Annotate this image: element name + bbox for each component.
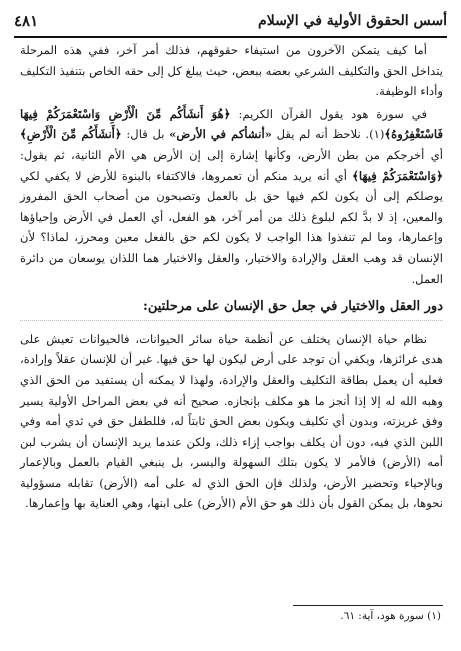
running-title: أسس الحقوق الأولية في الإسلام (258, 13, 447, 29)
p2-text-d: أي أخرجكم من بطن الأرض، وكأنها إشارة إلى إن الأرض هي الأم الثانية، ثم يقول: (20, 147, 443, 162)
quran-verse-2: ﴿أَنشَأَكُم مِّنَ الْأَرْضِ﴾ (20, 127, 122, 142)
section-heading: دور العقل والاختيار في جعل حق الإنسان على مرحلتين: (20, 297, 443, 321)
paragraph-2 (20, 104, 443, 289)
p2-text-e: أي أنه يريد منكم أن تعمروها، فالاكتفاء بالبنوة للأرض لا يكفي لكي يوصلكم إلى أن يكون لكم فيها حق بل بالعمل وتصبحون من أصحاب الحق المفروز والمعين، إذ لا بدَّ لكم لبلوغ ذلك من أمر آخر، هو الفعل، أي العمل في الأرض وإحياؤها وإعمارها، وما لم تنفذوا هذا الواجب لا يكون لكم حق بالفعل معين ومحرز، لماذا؟ لأن الإنسان قد وهب العقل والإرادة والاختيار، والعقل والاختيار هما اللذان يوسعان من دائرة العمل. (20, 168, 443, 286)
footnote-rule (293, 605, 443, 606)
body-text (20, 40, 443, 514)
paragraph-3: نظام حياة الإنسان يختلف عن أنظمة حياة سائر الحيوانات، فالحيوانات تعيش على هدى غرائزها، ويكفي أن توجد على أرض ليكون لها حق فيها. غير أن للإنسان عقلاً وإرادة، فعليه أن يعمل بطاقة التكليف والعقل والإرادة، ولهذا لا يمكنه أن يستفيد من الحق الذي وهبه الله له إلا إذا أنجز ما هو مكلف بإنجازه. صحيح أنه في بعض المراحل الأولية يسير وفق غريزته، وبدون أي تكليف ويكون بعض الحق ثابتاً له، فللطفل حق في ثدي أمه وفي اللبن الذي فيه، دون أن يكلف بواجب إزاء ذلك، ولكن عندما يريد الإنسان أن يشرب لبن أمه (الأرض) فالأمر لا يكون بتلك السهولة واليسر، بل ينبغي القيام بالعمل وبالإعمار وبالإحياء وتحضير الأرض، ولذلك فإن الحق الذي له على أمه (الأرض) تقابله مسؤولية نحوها، بل يمكن القول بأن ذلك هو حق الأم (الأرض) على ابنها، وهي العناية بها وإعمارها. (20, 331, 443, 511)
page-header (14, 8, 447, 34)
p2-text-a: في سورة هود يقول القرآن الكريم: (230, 106, 428, 121)
header-rule (14, 36, 447, 38)
quoted-phrase: «أنشأكم في الأرض» (169, 127, 272, 142)
p2-text-b: (١). نلاحظ أنه لم يقل (271, 127, 385, 142)
paragraph-1: أما كيف يتمكن الآخرون من استيفاء حقوقهم، فذلك أمر آخر، ففي هذه المرحلة يتداخل الحق والتكليف الشرعي بعضه ببعض، حيث يبلغ كل إلى حقه الخاص بتنفيذ التكليف وأداء الوظيفة. (19, 43, 443, 99)
quran-verse-1: ﴿هُوَ أَنشَأَكُم مِّنَ الْأَرْضِ وَاسْتَعْمَرَكُمْ فِيهَا فَاسْتَغْفِرُوهُ﴾ (20, 106, 443, 142)
quran-verse-3: ﴿وَاسْتَعْمَرَكُمْ فِيهَا﴾ (352, 168, 443, 183)
page-number: ٤٨١ (14, 12, 39, 30)
p2-text-c: بل قال: (121, 127, 170, 142)
footnote: (١) سورة هود، آية: ٦١. (340, 610, 441, 622)
